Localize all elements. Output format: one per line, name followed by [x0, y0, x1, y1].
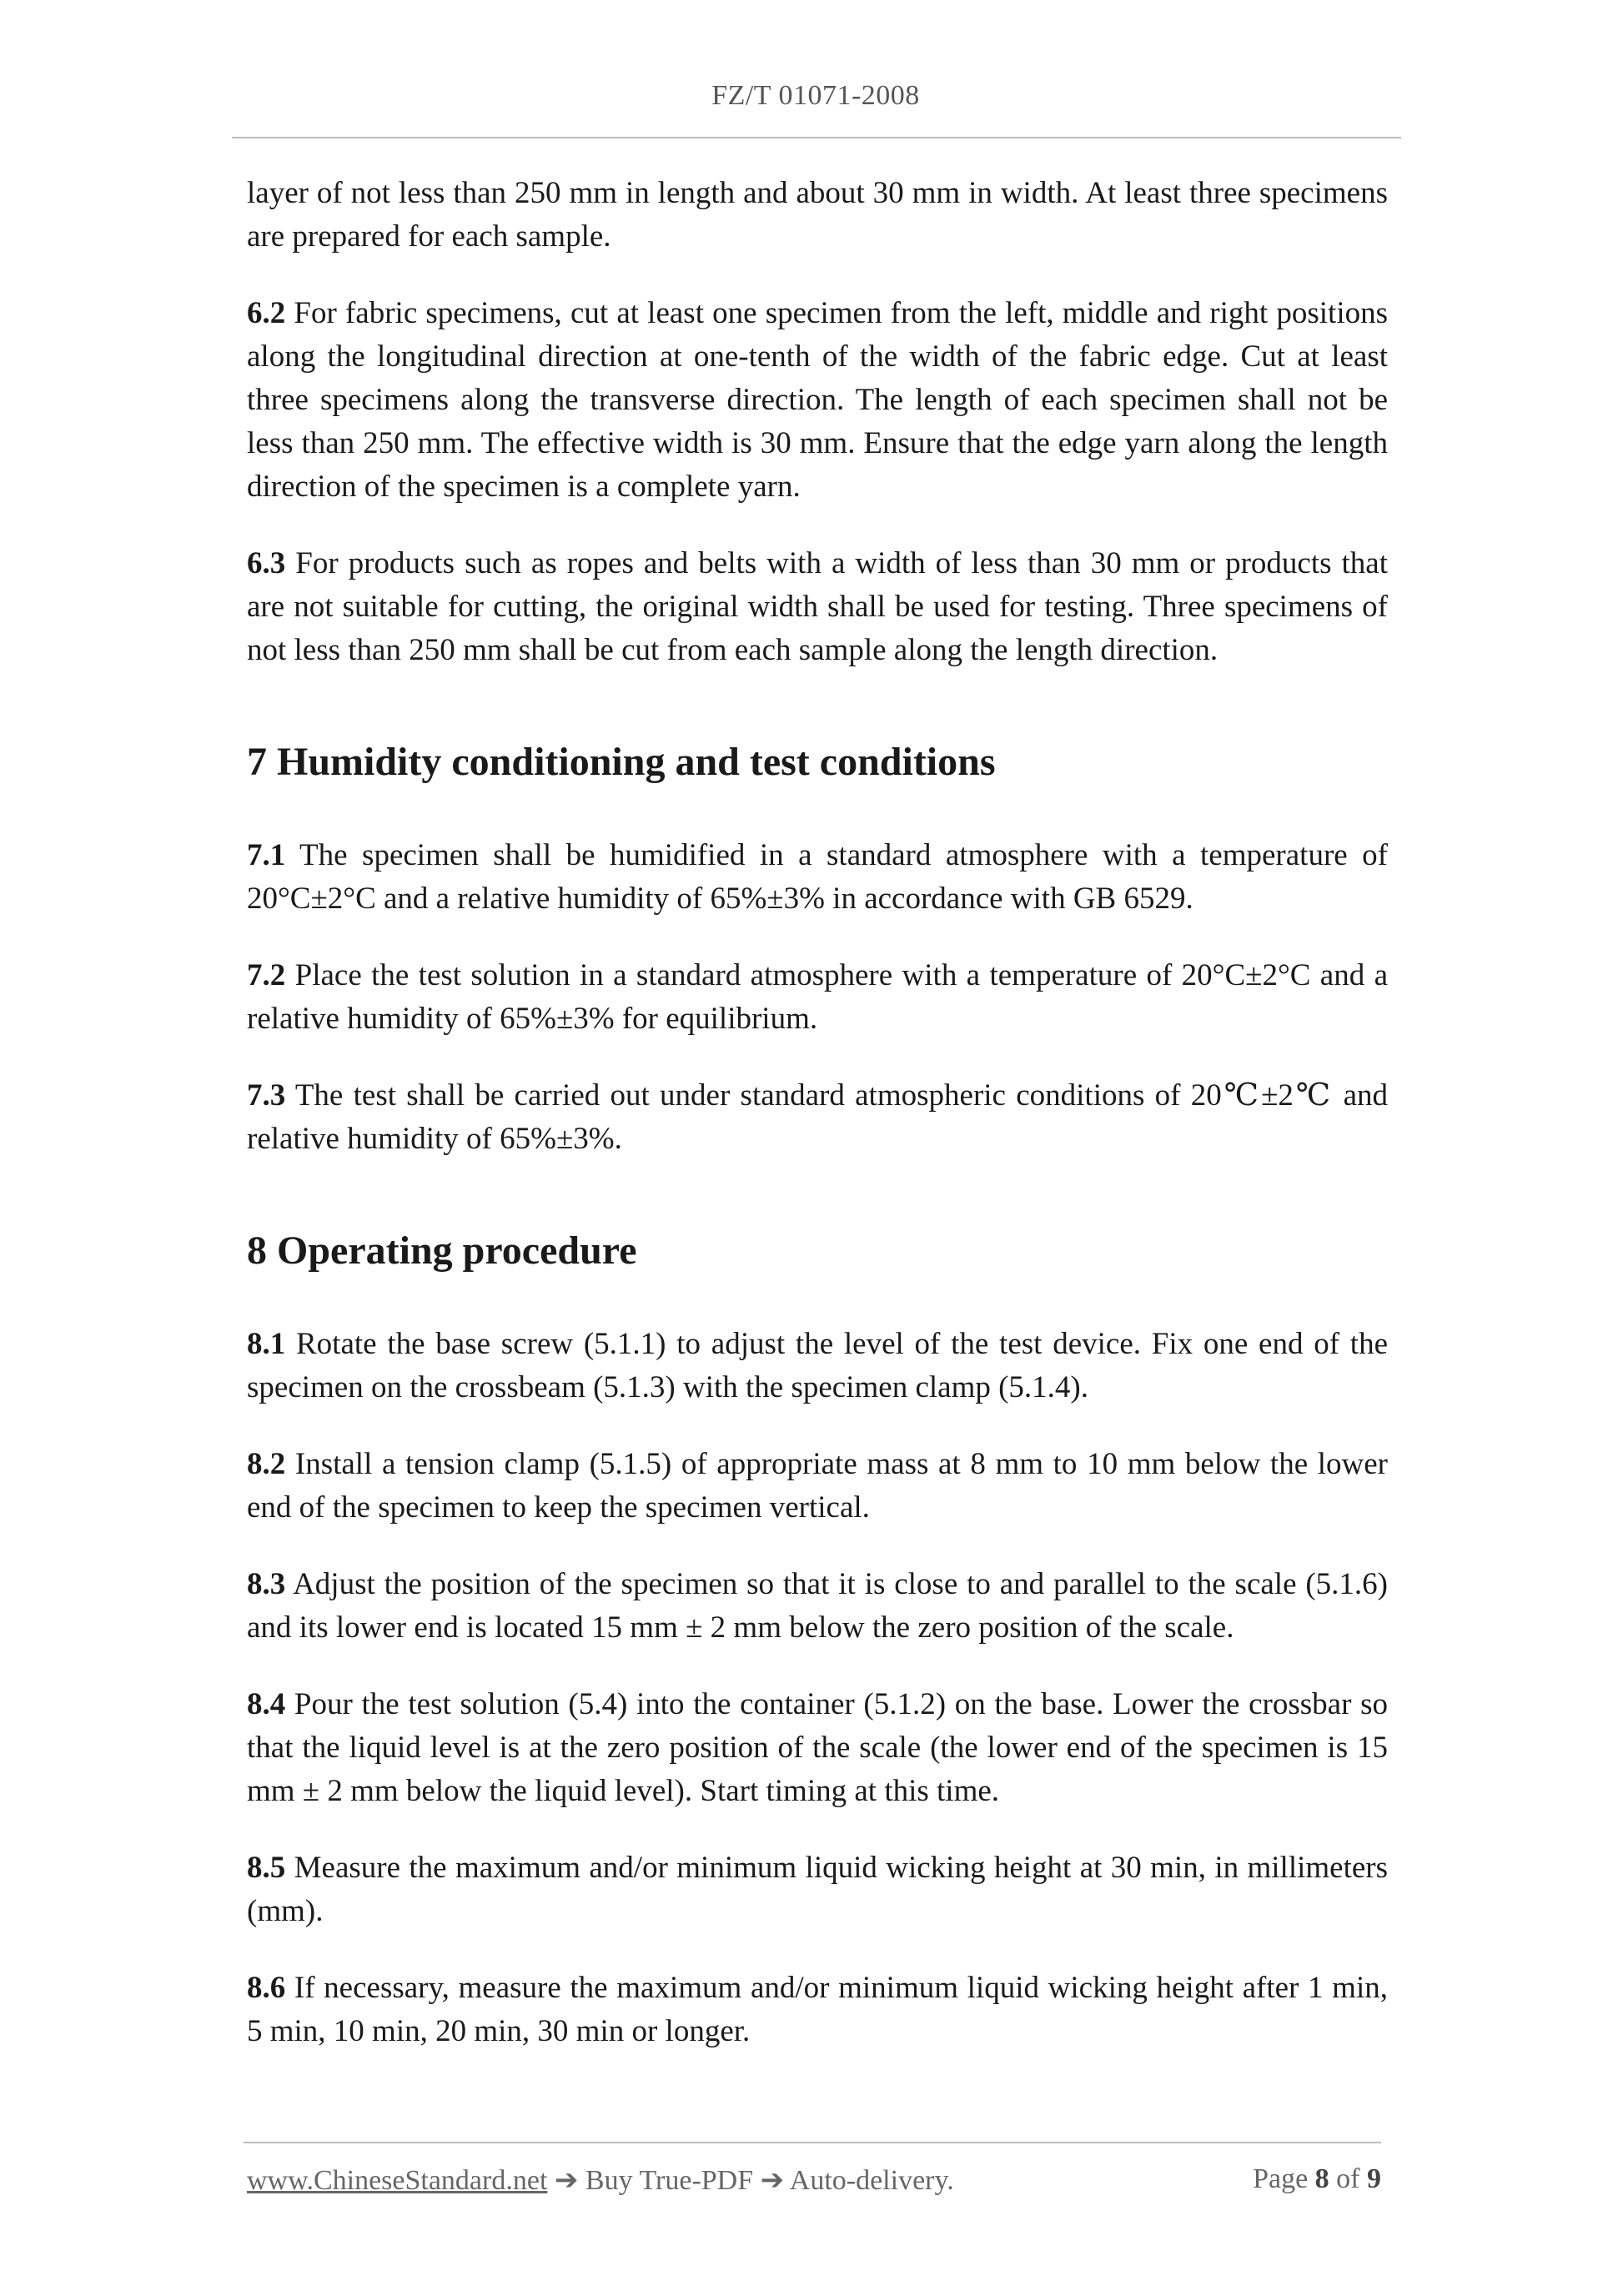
- clause-6-2: [247, 292, 1388, 509]
- auto-delivery-text: Auto-delivery.: [789, 2165, 954, 2196]
- total-pages-number: 9: [1367, 2163, 1381, 2194]
- clause-number: 6.3: [247, 546, 286, 580]
- clause-8-2: [247, 1443, 1388, 1530]
- website-link[interactable]: www.ChineseStandard.net: [247, 2165, 548, 2196]
- page-label: Page: [1253, 2163, 1309, 2194]
- clause-number: 8.5: [247, 1851, 286, 1885]
- clause-number: 6.2: [247, 296, 286, 330]
- arrow-right-icon: ➔: [554, 2165, 579, 2196]
- paragraph-text: Rotate the base screw (5.1.1) to adjust the level of the test device. Fix one end of the specimen on the crossbeam (5.1.3) with the specimen clamp (5.1.4).: [247, 1327, 1388, 1404]
- clause-7-3: [247, 1074, 1388, 1161]
- clause-6-3: [247, 542, 1388, 672]
- paragraph-text: For products such as ropes and belts with a width of less than 30 mm or products that are not suitable for cutting, the original width shall be used for testing. Three specimens of not less than 250 mm shall be cut from each sample along the length direction.: [247, 546, 1388, 667]
- of-label: of: [1336, 2163, 1360, 2194]
- section-heading-8: 8 Operating procedure: [247, 1228, 637, 1273]
- footer-promo: [247, 2163, 954, 2197]
- current-page-number: 8: [1314, 2163, 1329, 2194]
- clause-number: 7.3: [247, 1078, 286, 1113]
- header-divider: [232, 137, 1401, 138]
- footer-divider: [244, 2142, 1381, 2143]
- clause-8-4: [247, 1683, 1388, 1813]
- paragraph-text: Place the test solution in a standard atmosphere with a temperature of 20°C±2°C and a relative humidity of 65%±3% for equilibrium.: [247, 958, 1388, 1036]
- clause-number: 7.2: [247, 958, 286, 992]
- section-heading-7: 7 Humidity conditioning and test conditions: [247, 740, 996, 784]
- page-header-title: FZ/T 01071-2008: [711, 80, 920, 111]
- paragraph-text: Install a tension clamp (5.1.5) of appropriate mass at 8 mm to 10 mm below the lower end of the specimen to keep the specimen vertical.: [247, 1447, 1388, 1525]
- paragraph-text: Adjust the position of the specimen so that it is close to and parallel to the scale (5.1.6) and its lower end is located 15 mm ± 2 mm below the zero position of the scale.: [247, 1567, 1388, 1645]
- clause-8-5: [247, 1846, 1388, 1933]
- clause-number: 8.6: [247, 1971, 286, 2005]
- paragraph-text: layer of not less than 250 mm in length and about 30 mm in width. At least three specimens are prepared for each sample.: [247, 176, 1388, 254]
- clause-number: 8.2: [247, 1447, 286, 1481]
- paragraph-text: If necessary, measure the maximum and/or minimum liquid wicking height after 1 min, 5 min, 10 min, 20 min, 30 min or longer.: [247, 1971, 1388, 2048]
- clause-7-1: [247, 834, 1388, 921]
- page-number: [1253, 2163, 1381, 2195]
- clause-number: 7.1: [247, 838, 286, 872]
- paragraph-text: The test shall be carried out under standard atmospheric conditions of 20℃±2℃ and relative humidity of 65%±3%.: [247, 1078, 1388, 1156]
- clause-number: 8.4: [247, 1687, 286, 1721]
- paragraph-text: Measure the maximum and/or minimum liquid wicking height at 30 min, in millimeters (mm).: [247, 1851, 1388, 1928]
- clause-8-3: [247, 1563, 1388, 1650]
- document-body: [247, 172, 1388, 2087]
- paragraph-6-1-continuation: [247, 172, 1388, 259]
- paragraph-text: The specimen shall be humidified in a standard atmosphere with a temperature of 20°C±2°C and a relative humidity of 65%±3% in accordance with GB 6529.: [247, 838, 1388, 916]
- clause-7-2: [247, 954, 1388, 1041]
- clause-8-6: [247, 1967, 1388, 2053]
- arrow-right-icon: ➔: [760, 2165, 785, 2196]
- clause-8-1: [247, 1323, 1388, 1409]
- paragraph-text: For fabric specimens, cut at least one specimen from the left, middle and right positions along the longitudinal direction at one-tenth of the width of the fabric edge. Cut at least three specimens along the transverse direction. The length of each specimen shall not be less than 250 mm. The effective width is 30 mm. Ensure that the edge yarn along the length direction of the specimen is a complete yarn.: [247, 296, 1388, 504]
- clause-number: 8.1: [247, 1327, 286, 1361]
- paragraph-text: Pour the test solution (5.4) into the container (5.1.2) on the base. Lower the crossbar so that the liquid level is at the zero position of the scale (the lower end of the specimen is 15 mm ± 2 mm below the liquid level). Start timing at this time.: [247, 1687, 1388, 1808]
- page-footer: [247, 2163, 1381, 2205]
- clause-number: 8.3: [247, 1567, 286, 1601]
- buy-pdf-text: Buy True-PDF: [585, 2165, 754, 2196]
